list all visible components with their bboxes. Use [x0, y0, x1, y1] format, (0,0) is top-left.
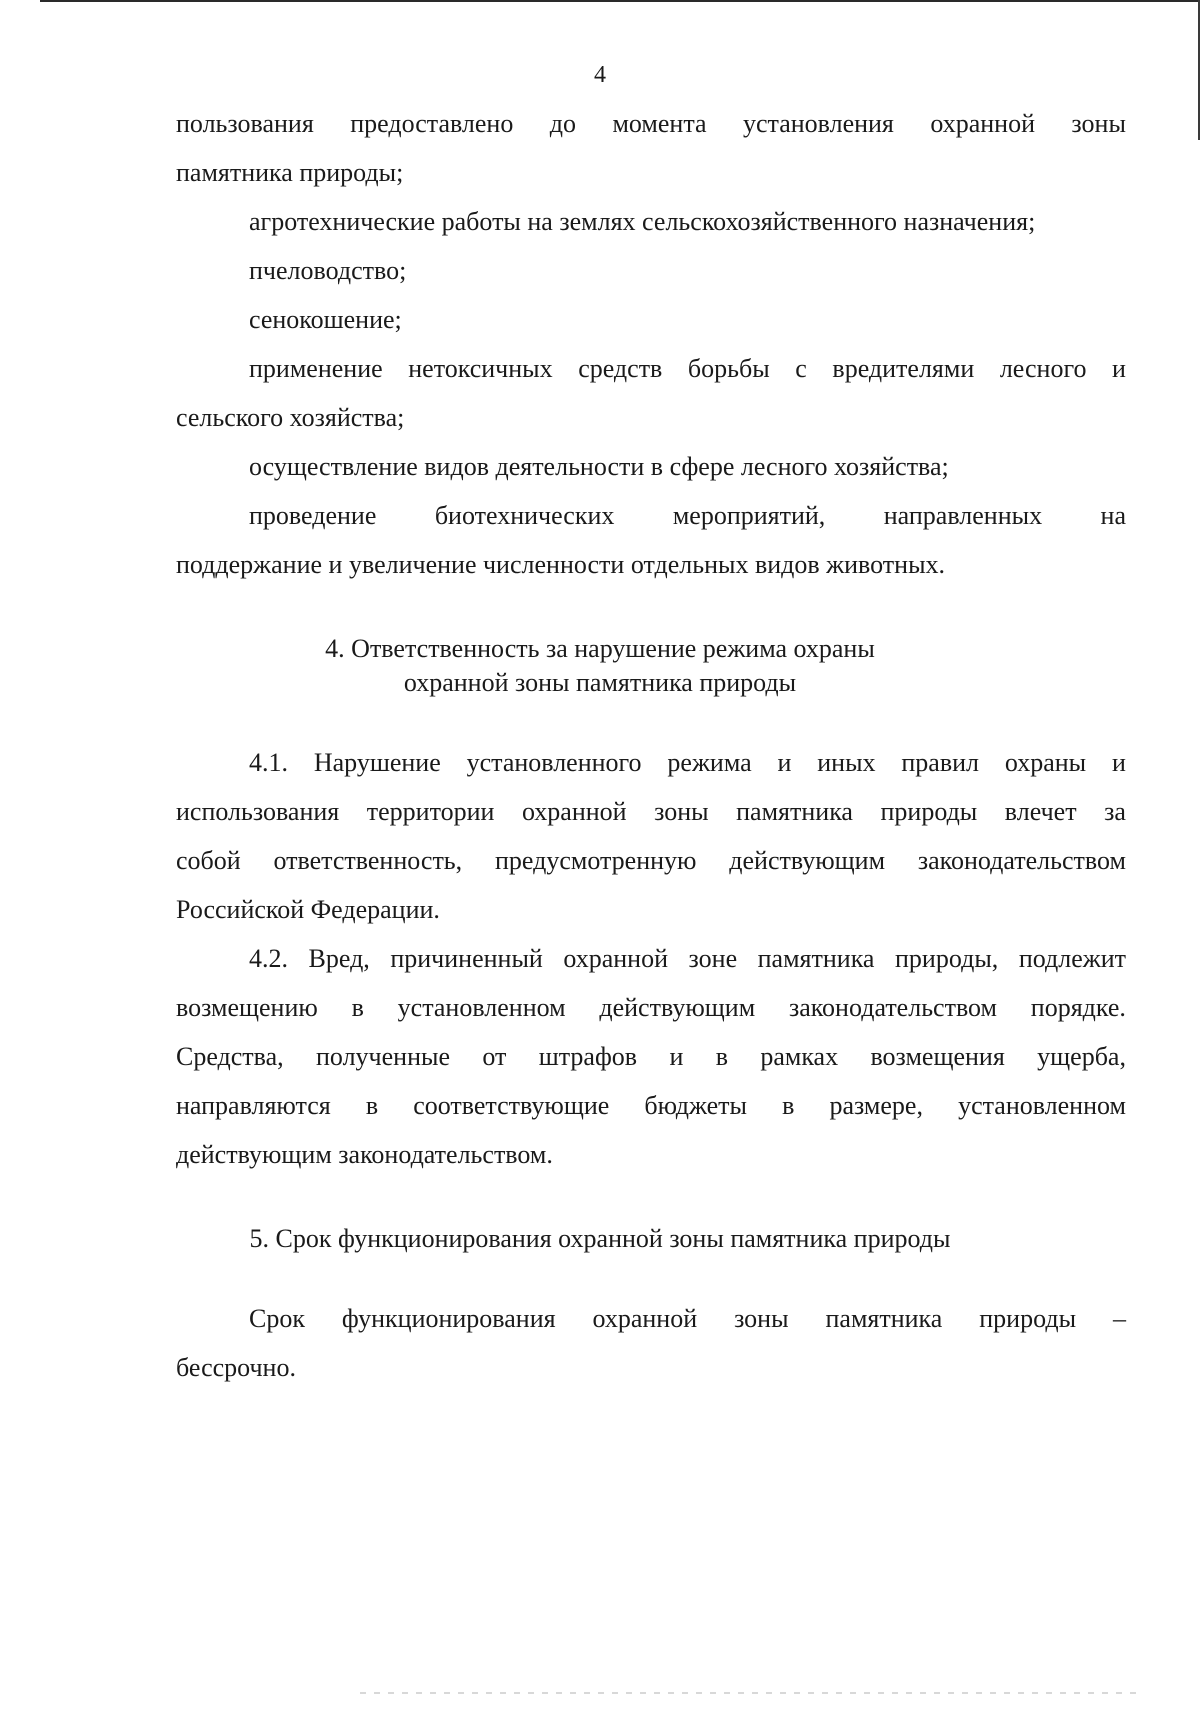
text-line: сельского хозяйства;	[176, 403, 405, 432]
word: в	[351, 993, 364, 1022]
word: направляются	[176, 1091, 331, 1120]
word: установленного	[466, 748, 642, 777]
word: охранной	[563, 944, 668, 973]
word: причиненный	[390, 944, 543, 973]
word: нетоксичных	[408, 354, 553, 383]
word: Срок	[249, 1304, 305, 1333]
word: предоставлено	[350, 109, 514, 138]
word: охранной	[930, 109, 1035, 138]
word: установленном	[958, 1091, 1126, 1120]
word: использования	[176, 797, 340, 826]
text-line: бессрочно.	[176, 1353, 296, 1382]
word: и	[1111, 748, 1126, 777]
section-heading-5: 5. Срок функционирования охранной зоны памятника природы	[249, 1224, 951, 1253]
word: штрафов	[538, 1042, 638, 1071]
text-line	[249, 750, 1126, 776]
word: подлежит	[1018, 944, 1126, 973]
word: влечет	[1004, 797, 1077, 826]
word: Средства,	[176, 1042, 284, 1071]
word: 4.2.	[249, 944, 288, 973]
text-line	[249, 503, 1126, 529]
word: и	[669, 1042, 684, 1071]
word: с	[795, 354, 807, 383]
page-number: 4	[594, 62, 606, 88]
word: зоны	[734, 1304, 789, 1333]
word: рамках	[760, 1042, 839, 1071]
text-line	[176, 1093, 1126, 1119]
word: полученные	[316, 1042, 450, 1071]
word: –	[1112, 1304, 1126, 1333]
text-line	[249, 356, 1126, 382]
word: в	[715, 1042, 728, 1071]
word: зоны	[654, 797, 709, 826]
word: охраны	[1004, 748, 1087, 777]
word: и	[777, 748, 792, 777]
word: природы,	[895, 944, 999, 973]
word: действующим	[729, 846, 886, 875]
word: за	[1104, 797, 1126, 826]
word: законодательством	[917, 846, 1126, 875]
word: функционирования	[341, 1304, 556, 1333]
text-line	[176, 799, 1126, 825]
word: установления	[742, 109, 894, 138]
text-line	[249, 946, 1126, 972]
word: от	[482, 1042, 507, 1071]
word: территории	[366, 797, 495, 826]
word: применение	[249, 354, 383, 383]
word: возмещения	[870, 1042, 1005, 1071]
word: возмещению	[176, 993, 318, 1022]
word: памятника	[757, 944, 875, 973]
word: зоны	[1071, 109, 1126, 138]
word: зоне	[688, 944, 738, 973]
word: природы	[880, 797, 978, 826]
section-heading-4: 4. Ответственность за нарушение режима охраны	[325, 634, 875, 663]
text-line: поддержание и увеличение численности отдельных видов животных.	[176, 550, 946, 579]
word: средств	[578, 354, 663, 383]
word: иных	[817, 748, 876, 777]
word: порядке.	[1030, 993, 1126, 1022]
text-line	[176, 1044, 1126, 1070]
word: ущерба,	[1037, 1042, 1126, 1071]
word: соответствующие	[413, 1091, 610, 1120]
word: режима	[667, 748, 752, 777]
word: до	[549, 109, 577, 138]
section-heading-4-line2: охранной зоны памятника природы	[403, 668, 797, 697]
word: в	[782, 1091, 795, 1120]
word: охранной	[521, 797, 627, 826]
word: правил	[901, 748, 980, 777]
word: и	[1112, 354, 1126, 383]
word: в	[365, 1091, 379, 1120]
word: памятника	[736, 797, 853, 826]
word: борьбы	[687, 354, 770, 383]
word: охранной	[592, 1304, 698, 1333]
scan-edge-top	[40, 0, 1200, 2]
text-line: осуществление видов деятельности в сфере лесного хозяйства;	[249, 452, 949, 481]
word: вредителями	[832, 354, 975, 383]
text-line: Российской Федерации.	[176, 895, 440, 924]
text-line: агротехнические работы на землях сельскохозяйственного назначения;	[249, 207, 1036, 236]
word: законодательством	[788, 993, 998, 1022]
word: Нарушение	[313, 748, 441, 777]
text-line: памятника природы;	[176, 158, 404, 187]
word: собой	[176, 846, 241, 875]
word: памятника	[825, 1304, 943, 1333]
text-line: действующим законодательством.	[176, 1140, 553, 1169]
word: природы	[979, 1304, 1077, 1333]
scan-noise-bottom	[360, 1692, 1140, 1694]
word: пользования	[176, 109, 314, 138]
word: установленном	[397, 993, 566, 1022]
word: направленных	[883, 501, 1043, 530]
word: ответственность,	[273, 846, 463, 875]
word: бюджеты	[644, 1091, 747, 1120]
text-line	[176, 848, 1126, 874]
word: на	[1100, 501, 1126, 530]
word: Вред,	[308, 944, 370, 973]
text-line	[249, 1306, 1126, 1332]
text-line	[176, 111, 1126, 137]
word: проведение	[249, 501, 377, 530]
word: предусмотренную	[494, 846, 697, 875]
word: действующим	[599, 993, 756, 1022]
word: момента	[612, 109, 707, 138]
text-line: сенокошение;	[249, 305, 402, 334]
text-line	[176, 995, 1126, 1021]
word: мероприятий,	[672, 501, 826, 530]
word: лесного	[999, 354, 1087, 383]
word: биотехнических	[434, 501, 615, 530]
text-line: пчеловодство;	[249, 256, 407, 285]
word: размере,	[829, 1091, 923, 1120]
word: 4.1.	[249, 748, 288, 777]
